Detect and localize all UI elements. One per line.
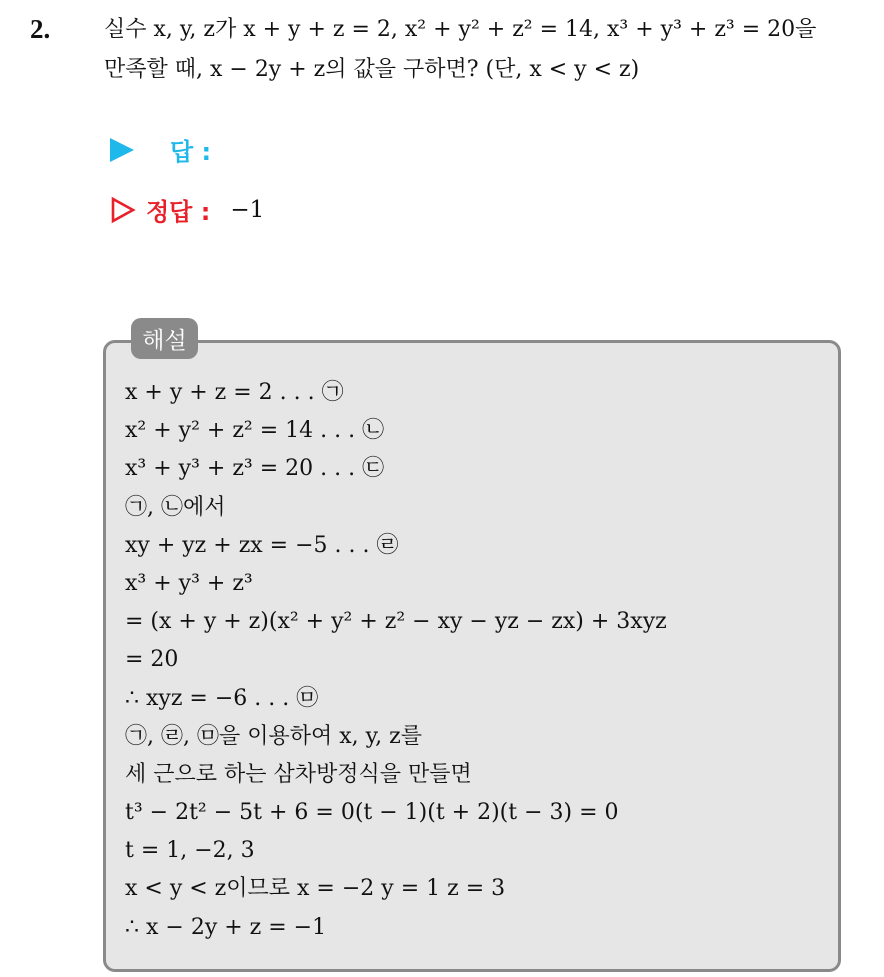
correct-answer-label: 정답 :: [146, 198, 211, 226]
solution-line: ∴ xyz = −6 . . . ㉤: [125, 685, 319, 711]
solution-line: x³ + y³ + z³ = 20 . . . ㉢: [125, 456, 385, 482]
solution-line: ㉠, ㉣, ㉤을 이용하여 x, y, z를: [125, 723, 422, 749]
solution-line: x² + y² + z² = 14 . . . ㉡: [125, 418, 385, 444]
answer-row: [110, 132, 211, 167]
solution-line: x < y < z이므로 x = −2 y = 1 z = 3: [125, 876, 506, 902]
solution-line: ㉠, ㉡에서: [125, 494, 226, 520]
problem-number: 2.: [30, 14, 51, 44]
solution-lines: [125, 374, 667, 947]
outline-triangle-icon: [110, 196, 136, 224]
play-triangle-icon: [110, 138, 134, 162]
solution-line: = 20: [125, 647, 179, 673]
solution-line: 세 근으로 하는 삼차방정식을 만들면: [125, 761, 472, 787]
solution-line: xy + yz + zx = −5 . . . ㉣: [125, 532, 399, 558]
solution-tab: 해설: [131, 318, 198, 359]
solution-line: ∴ x − 2y + z = −1: [125, 914, 327, 940]
answer-label: 답 :: [170, 138, 212, 166]
solution-line: t³ − 2t² − 5t + 6 = 0(t − 1)(t + 2)(t − 3) = 0: [125, 800, 619, 826]
solution-line: x³ + y³ + z³: [125, 570, 253, 596]
problem-text-line-2: 만족할 때, x − 2y + z의 값을 구하면? (단, x < y < z): [104, 57, 640, 82]
solution-line: x + y + z = 2 . . . ㉠: [125, 380, 344, 405]
solution-line: t = 1, −2, 3: [125, 838, 255, 864]
correct-answer-value: −1: [230, 196, 265, 223]
problem-text-line-1: 실수 x, y, z가 x + y + z = 2, x² + y² + z² = 14, x³ + y³ + z³ = 20을: [104, 17, 817, 42]
correct-answer-row: [110, 192, 264, 227]
solution-line: = (x + y + z)(x² + y² + z² − xy − yz − zx) + 3xyz: [125, 609, 667, 635]
